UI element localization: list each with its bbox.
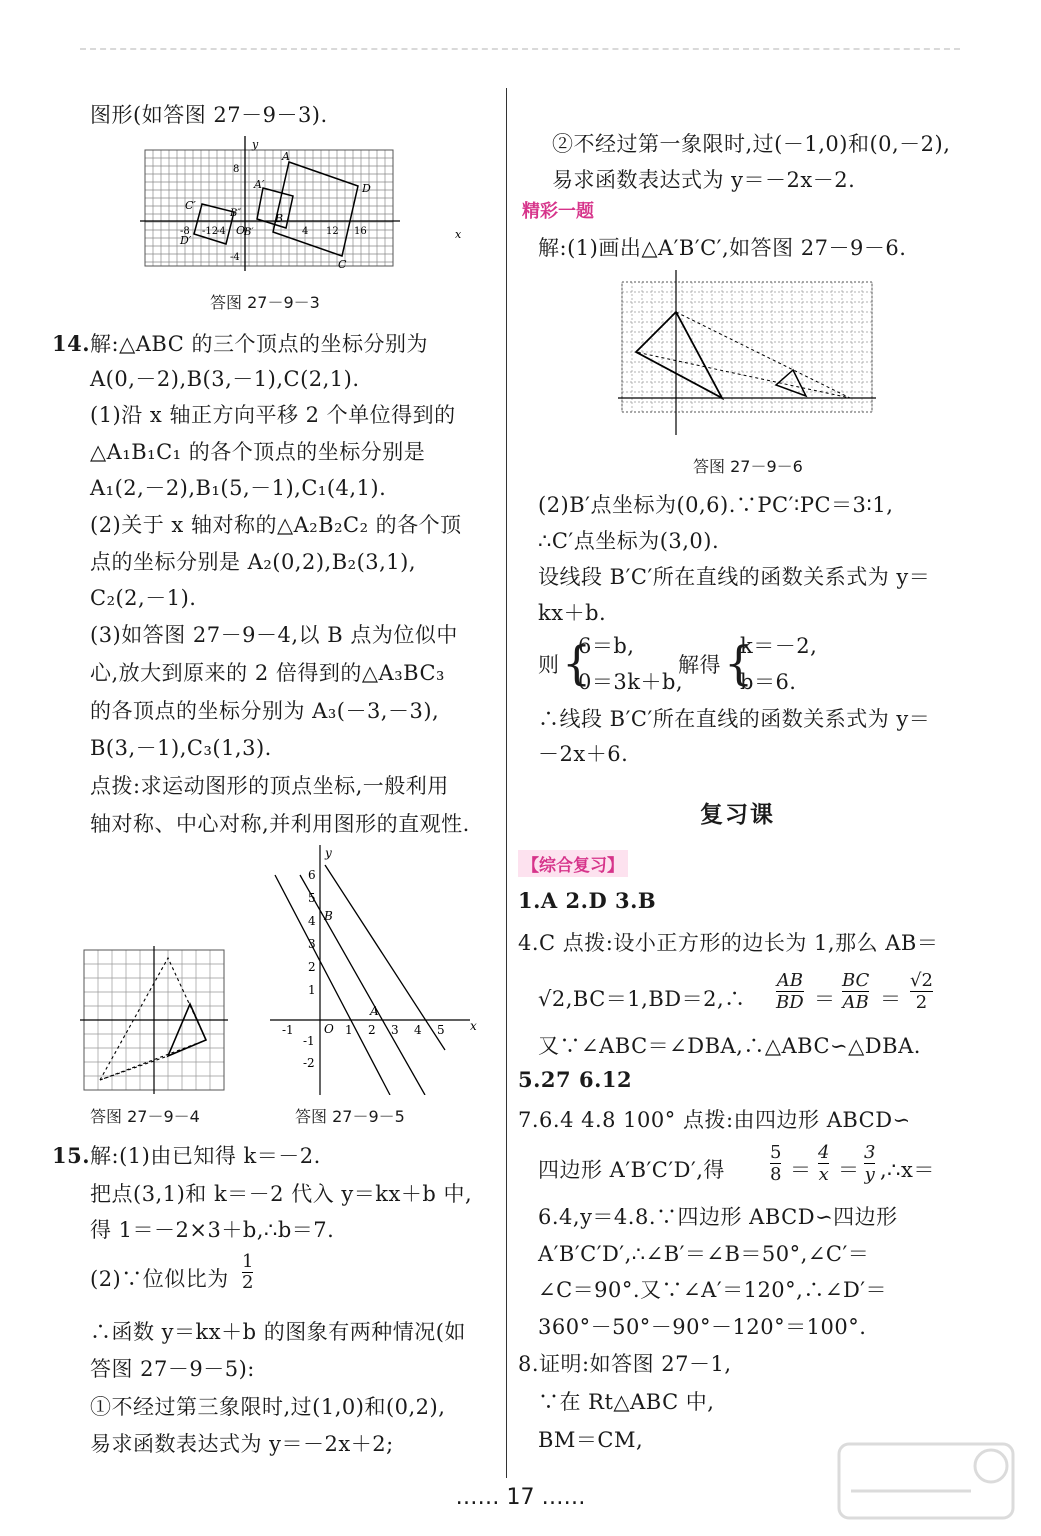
fig1-C1: C′ — [185, 199, 196, 212]
text-line: A₁(2,－2),B₁(5,－1),C₁(4,1). — [90, 476, 387, 500]
caption-27-9-3: 答图 27－9－3 — [210, 293, 320, 312]
fig5-t1: 1 — [308, 983, 316, 997]
equation-line: k＝－2, — [740, 634, 818, 658]
text-line: 的各顶点的坐标分别为 A₃(－3,－3), — [90, 699, 440, 723]
text-line: ∴函数 y＝kx＋b 的图象有两种情况(如 — [90, 1320, 466, 1344]
fig1-p12: 12 — [326, 226, 339, 237]
text-line: 解:(1)画出△A′B′C′,如答图 27－9－6. — [538, 236, 907, 260]
caption-27-9-5: 答图 27－9－5 — [295, 1107, 405, 1126]
page-number: …… 17 …… — [455, 1485, 586, 1510]
text-line: 又∵∠ABC＝∠DBA,∴△ABC∽△DBA. — [538, 1034, 921, 1058]
fig1-A: A — [282, 150, 290, 163]
text-line: 点的坐标分别是 A₂(0,2),B₂(3,1), — [90, 550, 417, 574]
text-line: －2x＋6. — [538, 742, 629, 766]
tag-zonghe-fuxi: 【综合复习】 — [518, 850, 628, 877]
fraction-3-y — [864, 1142, 875, 1185]
text-line: BM＝CM, — [538, 1428, 644, 1452]
fig5-xm1: -1 — [282, 1023, 294, 1037]
caption-27-9-4: 答图 27－9－4 — [90, 1107, 200, 1126]
text-line: △A₁B₁C₁ 的各个顶点的坐标分别是 — [90, 440, 426, 464]
fig5-t3: 3 — [308, 937, 316, 951]
fig5-O: O — [324, 1022, 334, 1036]
fig5-tm2: -2 — [303, 1056, 315, 1070]
answer-line: 5.27 6.12 — [518, 1067, 633, 1092]
text-line: 心,放大到原来的 2 倍得到的△A₃BC₃ — [90, 661, 445, 685]
fig5-x5: 5 — [437, 1023, 445, 1037]
denominator: BD — [776, 992, 804, 1013]
text-line: 得 1＝－2×3＋b,∴b＝7. — [90, 1218, 335, 1242]
brace-left-1: { — [562, 636, 592, 690]
text-line: 图形(如答图 27－9－3). — [90, 103, 328, 127]
text-ze: 则 — [538, 653, 560, 677]
text-line: C₂(2,－1). — [90, 586, 197, 610]
denominator: 2 — [910, 991, 933, 1013]
figure-27-9-3 — [140, 136, 485, 271]
brace-left-2: { — [724, 636, 754, 690]
tip-line: 点拨:求运动图形的顶点坐标,一般利用 — [90, 774, 449, 798]
answer-line: 4.C 点拨:设小正方形的边长为 1,那么 AB＝ — [518, 931, 939, 955]
text-line: ②不经过第一象限时,过(－1,0)和(0,－2), — [552, 132, 951, 156]
denominator: 8 — [770, 1164, 782, 1185]
fig1-x: x — [455, 228, 462, 241]
text-line: B(3,－1),C₃(1,3). — [90, 736, 272, 760]
numerator: 3 — [864, 1142, 876, 1163]
denominator: AB — [842, 992, 869, 1013]
text-line: ∴线段 B′C′所在直线的函数关系式为 y＝ — [538, 707, 931, 731]
fig5-x4: 4 — [414, 1023, 422, 1037]
grid-lines — [145, 150, 393, 266]
equation-line: 0＝3k＋b, — [578, 670, 684, 694]
numerator: AB — [776, 970, 803, 991]
answer-line: 7.6.4 4.8 100° 点拨:由四边形 ABCD∽ — [518, 1108, 911, 1132]
text-line: 8.证明:如答图 27－1, — [518, 1352, 732, 1376]
fig5-x2: 2 — [368, 1023, 376, 1037]
fig1-B2: B″ — [230, 208, 242, 219]
fig5-x1: 1 — [345, 1023, 353, 1037]
text-line: 6.4,y＝4.8.∵四边形 ABCD∽四边形 — [538, 1205, 898, 1229]
text-line: (1)沿 x 轴正方向平移 2 个单位得到的 — [90, 403, 456, 427]
fig1-p8: 8 — [233, 164, 240, 175]
question-15-number: 15. — [52, 1143, 91, 1168]
watermark-logo — [831, 1436, 1021, 1526]
fraction-root2-2 — [910, 970, 933, 1013]
fig1-C: C — [338, 258, 347, 271]
text-line: (3)如答图 27－9－4,以 B 点为位似中 — [90, 623, 458, 647]
fig5-t5: 5 — [308, 891, 316, 905]
fig1-p16: 16 — [354, 226, 367, 237]
text-line: ,∴x＝ — [880, 1158, 935, 1182]
figure-27-9-4 — [80, 946, 230, 1094]
figure-27-9-5 — [270, 845, 480, 1095]
numerator: 1 — [242, 1251, 254, 1272]
fig1-n12: -12 — [202, 226, 219, 237]
numerator: BC — [842, 970, 870, 991]
text-line: kx＋b. — [538, 601, 607, 625]
equation-line: b＝6. — [740, 670, 797, 694]
fig5-t2: 2 — [308, 960, 316, 974]
fig1-O: O — [236, 224, 246, 237]
fig1-y: y — [252, 138, 259, 151]
text-line: 答图 27－9－5): — [90, 1357, 255, 1381]
section-title: 复习课 — [700, 802, 775, 828]
text-line: 360°－50°－90°－120°＝100°. — [538, 1315, 867, 1339]
fig5-x3: 3 — [391, 1023, 399, 1037]
text-line: 把点(3,1)和 k＝－2 代入 y＝kx＋b 中, — [90, 1182, 473, 1206]
fig1-D1: D′ — [180, 234, 192, 247]
text-line: (2)B′点坐标为(0,6).∵PC′∶PC＝3∶1, — [538, 493, 894, 517]
fig1-B: B — [275, 212, 284, 225]
column-divider — [506, 88, 507, 1478]
figure-27-9-6 — [618, 270, 888, 440]
fig1-n8: -8 — [180, 226, 190, 237]
fig1-A1: A′ — [254, 178, 265, 191]
fig5-A: A — [370, 1004, 379, 1018]
text-line: ①不经过第三象限时,过(1,0)和(0,2), — [90, 1395, 446, 1419]
fraction-half — [242, 1252, 253, 1293]
fig1-D: D — [362, 182, 371, 195]
text-line: (2)关于 x 轴对称的△A₂B₂C₂ 的各个顶 — [90, 513, 462, 537]
denominator: x — [818, 1164, 829, 1185]
text-line: A(0,－2),B(3,－1),C(2,1). — [90, 367, 360, 391]
text-line: 解:(1)由已知得 k＝－2. — [90, 1144, 321, 1168]
question-14-number: 14. — [52, 331, 91, 356]
fig1-n4: -4 — [216, 226, 226, 237]
equals-sign: ＝ — [838, 1158, 860, 1182]
equation-line: 6＝b, — [578, 634, 635, 658]
fig1-p4: 4 — [302, 226, 309, 237]
equals-sign: ＝ — [880, 987, 902, 1011]
fraction-4-x — [818, 1142, 829, 1185]
text-line: ∠C＝90°.又∵∠A′＝120°,∴∠D′＝ — [538, 1278, 888, 1302]
numerator: √2 — [910, 970, 933, 991]
numerator: 4 — [818, 1142, 830, 1163]
text-line: A′B′C′D′,∴∠B′＝∠B＝50°,∠C′＝ — [538, 1242, 870, 1266]
fig5-t4: 4 — [308, 914, 316, 928]
fig5-x: x — [470, 1019, 477, 1033]
text-line: 易求函数表达式为 y＝－2x＋2; — [90, 1432, 394, 1456]
numerator: 5 — [770, 1142, 782, 1163]
equals-sign: ＝ — [790, 1158, 812, 1182]
fig5-tm1: -1 — [303, 1034, 315, 1048]
fig5-t6: 6 — [308, 868, 316, 882]
denominator: y — [864, 1164, 875, 1185]
fig5-B: B — [324, 909, 333, 923]
fig5-y: y — [325, 846, 332, 860]
caption-27-9-6: 答图 27－9－6 — [693, 457, 803, 476]
fraction-5-8 — [770, 1142, 781, 1185]
fig1-m4: -4 — [230, 252, 240, 263]
text-line: 设线段 B′C′所在直线的函数关系式为 y＝ — [538, 565, 931, 589]
text-line: 解:△ABC 的三个顶点的坐标分别为 — [90, 332, 428, 356]
fraction-bc-ab — [842, 970, 869, 1013]
text-jiede: 解得 — [678, 653, 721, 677]
text-line: ∴C′点坐标为(3,0). — [538, 529, 720, 553]
fig1-B1: B′ — [244, 227, 254, 238]
top-dashed-rule — [80, 48, 960, 50]
text-line: 易求函数表达式为 y＝－2x－2. — [552, 168, 856, 192]
denominator: 2 — [242, 1272, 254, 1293]
text-line: √2,BC＝1,BD＝2,∴ — [538, 987, 746, 1011]
answer-line: 1.A 2.D 3.B — [518, 888, 657, 913]
text-line: 四边形 A′B′C′D′,得 — [538, 1158, 725, 1182]
text-line: ∵在 Rt△ABC 中, — [538, 1390, 715, 1414]
equals-sign: ＝ — [814, 987, 836, 1011]
fraction-ab-bd — [776, 970, 804, 1013]
tip-line: 轴对称、中心对称,并利用图形的直观性. — [90, 812, 470, 836]
label-jingcai-yiti: 精彩一题 — [522, 201, 594, 222]
text-line: (2)∵位似比为 — [90, 1267, 229, 1291]
